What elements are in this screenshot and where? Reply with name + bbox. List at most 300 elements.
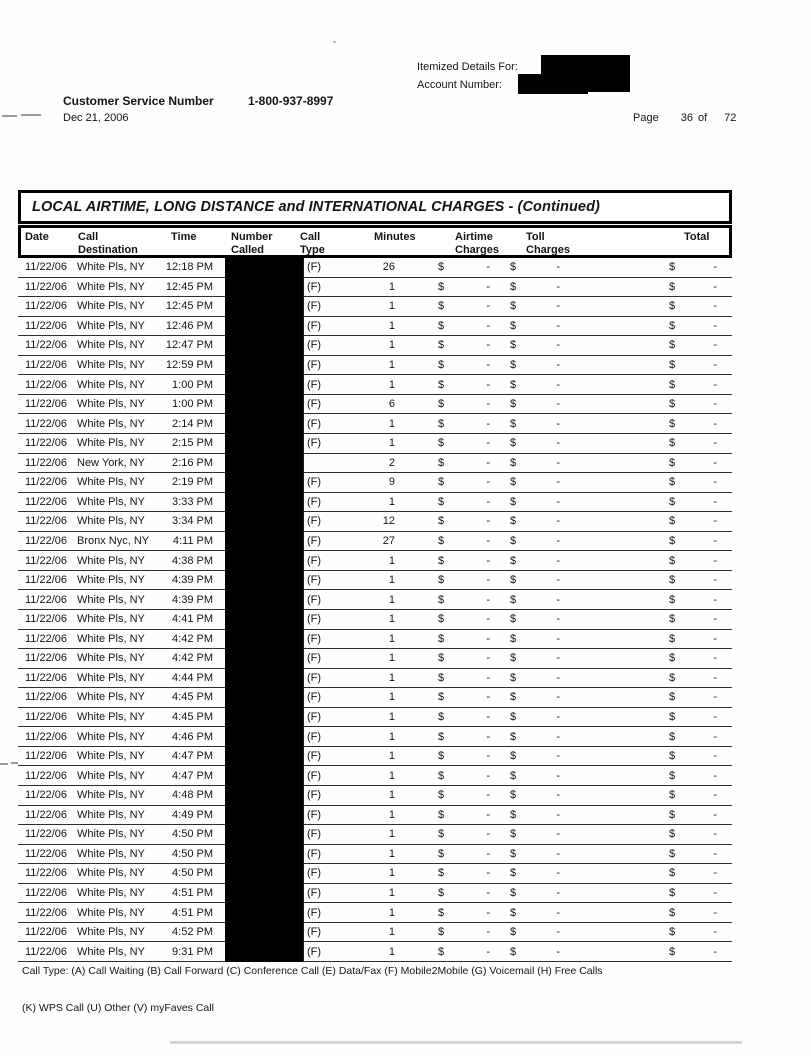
airtime-charge [438,359,490,371]
total-amount: - [713,378,717,391]
currency-symbol: $ [669,495,676,508]
currency-symbol: $ [669,398,676,411]
currency-symbol: $ [438,437,445,450]
call-destination: White Pls, NY [77,613,145,626]
toll-charge [510,476,560,488]
currency-symbol: $ [438,574,445,587]
call-time: 4:51 PM [172,906,213,919]
currency-symbol: $ [510,261,517,274]
airtime-amount: - [486,593,490,606]
toll-amount: - [556,613,560,626]
table-row [18,532,732,552]
call-destination: White Pls, NY [77,417,145,430]
currency-symbol: $ [438,828,445,841]
call-date: 11/22/06 [25,261,68,274]
airtime-charge [438,437,490,449]
currency-symbol: $ [669,574,676,587]
table-row [18,669,732,689]
call-type: (F) [303,434,340,453]
total-charge [669,476,717,488]
call-type: (F) [303,473,340,492]
call-minutes: 1 [388,495,395,508]
currency-symbol: $ [510,769,517,782]
currency-symbol: $ [510,515,517,528]
airtime-charge [438,887,490,899]
total-amount: - [713,535,717,548]
call-type: (F) [303,766,340,785]
call-time: 4:44 PM [172,671,213,684]
total-charge [669,359,717,371]
currency-symbol: $ [510,437,517,450]
call-date: 11/22/06 [25,808,68,821]
currency-symbol: $ [438,691,445,704]
airtime-amount: - [486,847,490,860]
customer-service-label: Customer Service Number [63,94,214,108]
total-charge [669,594,717,606]
call-destination: White Pls, NY [77,691,145,704]
call-minutes: 1 [388,671,395,684]
airtime-amount: - [486,867,490,880]
currency-symbol: $ [669,750,676,763]
currency-symbol: $ [510,828,517,841]
toll-amount: - [556,339,560,352]
total-charge [669,496,717,508]
table-row [18,551,732,571]
toll-amount: - [556,417,560,430]
total-charge [669,711,717,723]
column-header-airtime-charges: Airtime Charges [455,231,500,256]
call-date: 11/22/06 [25,887,68,900]
toll-charge [510,613,560,625]
currency-symbol: $ [669,417,676,430]
toll-charge [510,907,560,919]
call-type: (F) [303,551,340,570]
currency-symbol: $ [510,476,517,489]
table-row [18,884,732,904]
call-minutes: 1 [388,300,395,313]
airtime-charge [438,731,490,743]
currency-symbol: $ [438,887,445,900]
call-minutes: 1 [388,789,395,802]
airtime-amount: - [486,476,490,489]
call-minutes: 1 [388,613,395,626]
airtime-charge [438,320,490,332]
total-charge [669,437,717,449]
call-time: 2:19 PM [172,476,213,489]
call-type: (F) [303,923,340,942]
total-amount: - [713,808,717,821]
toll-amount: - [556,554,560,567]
total-amount: - [713,456,717,469]
table-row [18,825,732,845]
toll-amount: - [556,632,560,645]
call-minutes: 1 [388,280,395,293]
toll-charge [510,437,560,449]
call-time: 2:16 PM [172,456,213,469]
total-charge [669,320,717,332]
call-destination: White Pls, NY [77,554,145,567]
toll-charge [510,652,560,664]
total-amount: - [713,945,717,958]
currency-symbol: $ [669,906,676,919]
currency-symbol: $ [510,632,517,645]
total-amount: - [713,515,717,528]
currency-symbol: $ [438,554,445,567]
column-header-call-destination: Call Destination [78,231,138,256]
airtime-charge [438,300,490,312]
call-destination: White Pls, NY [77,593,145,606]
call-time: 4:39 PM [172,593,213,606]
toll-amount: - [556,945,560,958]
airtime-charge [438,476,490,488]
call-date: 11/22/06 [25,926,68,939]
toll-amount: - [556,456,560,469]
identity-block [417,58,518,94]
call-type: (F) [303,727,340,746]
toll-amount: - [556,300,560,313]
currency-symbol: $ [669,652,676,665]
table-title: LOCAL AIRTIME, LONG DISTANCE and INTERNATIONAL CHARGES - (Continued) [32,199,600,215]
page-of-label: of [697,112,708,124]
airtime-amount: - [486,808,490,821]
currency-symbol: $ [438,730,445,743]
currency-symbol: $ [669,456,676,469]
call-date: 11/22/06 [25,711,68,724]
call-destination: White Pls, NY [77,398,145,411]
currency-symbol: $ [438,711,445,724]
airtime-amount: - [486,750,490,763]
toll-amount: - [556,867,560,880]
call-type: (F) [303,864,340,883]
airtime-charge [438,633,490,645]
call-minutes: 26 [382,261,395,274]
call-destination: White Pls, NY [77,671,145,684]
currency-symbol: $ [669,300,676,313]
currency-symbol: $ [510,730,517,743]
call-time: 4:50 PM [172,828,213,841]
currency-symbol: $ [438,456,445,469]
total-amount: - [713,828,717,841]
call-type [303,454,340,473]
currency-symbol: $ [510,789,517,802]
total-amount: - [713,437,717,450]
customer-service-number: 1-800-937-8997 [248,94,334,108]
currency-symbol: $ [669,476,676,489]
currency-symbol: $ [669,887,676,900]
toll-amount: - [556,261,560,274]
call-destination: White Pls, NY [77,476,145,489]
toll-amount: - [556,750,560,763]
total-amount: - [713,906,717,919]
table-row [18,375,732,395]
call-time: 4:39 PM [172,574,213,587]
call-type: (F) [303,375,340,394]
call-time: 2:14 PM [172,417,213,430]
toll-charge [510,809,560,821]
call-minutes: 1 [388,906,395,919]
call-type: (F) [303,708,340,727]
column-header-total: Total [684,231,710,243]
call-destination: New York, NY [77,456,145,469]
call-destination: White Pls, NY [77,280,145,293]
call-type: (F) [303,845,340,864]
airtime-charge [438,809,490,821]
airtime-amount: - [486,261,490,274]
call-date: 11/22/06 [25,945,68,958]
currency-symbol: $ [438,319,445,332]
call-type: (F) [303,297,340,316]
toll-amount: - [556,437,560,450]
currency-symbol: $ [510,750,517,763]
call-time: 4:42 PM [172,632,213,645]
call-date: 11/22/06 [25,495,68,508]
toll-charge [510,281,560,293]
table-row [18,336,732,356]
airtime-charge [438,457,490,469]
airtime-charge [438,594,490,606]
call-minutes: 9 [388,476,395,489]
table-title-box [18,190,732,224]
call-type: (F) [303,903,340,922]
call-type: (F) [303,649,340,668]
toll-charge [510,750,560,762]
toll-charge [510,339,560,351]
statement-date: Dec 21, 2006 [63,112,129,124]
toll-charge [510,770,560,782]
call-date: 11/22/06 [25,769,68,782]
call-type: (F) [303,532,340,551]
call-destination: White Pls, NY [77,808,145,821]
call-minutes: 1 [388,847,395,860]
currency-symbol: $ [438,359,445,372]
call-type: (F) [303,806,340,825]
airtime-charge [438,691,490,703]
toll-amount: - [556,495,560,508]
call-destination: White Pls, NY [77,906,145,919]
toll-amount: - [556,593,560,606]
table-row [18,356,732,376]
call-type: (F) [303,590,340,609]
currency-symbol: $ [669,535,676,548]
toll-amount: - [556,378,560,391]
toll-charge [510,926,560,938]
call-minutes: 1 [388,867,395,880]
toll-charge [510,320,560,332]
table-row [18,727,732,747]
airtime-charge [438,770,490,782]
call-date: 11/22/06 [25,456,68,469]
total-amount: - [713,711,717,724]
currency-symbol: $ [438,495,445,508]
call-destination: White Pls, NY [77,926,145,939]
account-number-label: Account Number: [417,79,502,91]
toll-charge [510,398,560,410]
currency-symbol: $ [438,808,445,821]
call-destination: White Pls, NY [77,515,145,528]
airtime-amount: - [486,398,490,411]
toll-charge [510,633,560,645]
currency-symbol: $ [510,574,517,587]
currency-symbol: $ [510,887,517,900]
currency-symbol: $ [438,515,445,528]
table-row [18,317,732,337]
airtime-charge [438,339,490,351]
total-amount: - [713,671,717,684]
airtime-amount: - [486,535,490,548]
call-destination: White Pls, NY [77,769,145,782]
airtime-amount: - [486,456,490,469]
toll-amount: - [556,906,560,919]
total-charge [669,555,717,567]
call-minutes: 1 [388,417,395,430]
total-amount: - [713,887,717,900]
table-body [18,258,732,962]
call-type: (F) [303,825,340,844]
total-amount: - [713,652,717,665]
airtime-amount: - [486,339,490,352]
airtime-charge [438,261,490,273]
call-minutes: 1 [388,769,395,782]
total-amount: - [713,867,717,880]
call-time: 3:33 PM [172,495,213,508]
total-amount: - [713,730,717,743]
total-amount: - [713,750,717,763]
total-charge [669,946,717,958]
table-row [18,297,732,317]
toll-charge [510,574,560,586]
airtime-amount: - [486,515,490,528]
call-date: 11/22/06 [25,750,68,763]
currency-symbol: $ [510,691,517,704]
call-time: 4:38 PM [172,554,213,567]
toll-charge [510,300,560,312]
call-time: 12:46 PM [165,319,213,332]
call-minutes: 1 [388,808,395,821]
call-destination: White Pls, NY [77,378,145,391]
call-date: 11/22/06 [25,359,68,372]
airtime-charge [438,613,490,625]
call-time: 4:41 PM [172,613,213,626]
airtime-amount: - [486,906,490,919]
call-minutes: 12 [382,515,395,528]
table-row [18,473,732,493]
toll-amount: - [556,515,560,528]
total-amount: - [713,417,717,430]
total-amount: - [713,691,717,704]
toll-charge [510,731,560,743]
call-minutes: 1 [388,652,395,665]
call-type: (F) [303,493,340,512]
airtime-amount: - [486,554,490,567]
currency-symbol: $ [510,319,517,332]
toll-amount: - [556,711,560,724]
call-type: (F) [303,258,340,277]
call-date: 11/22/06 [25,789,68,802]
call-destination: White Pls, NY [77,867,145,880]
call-date: 11/22/06 [25,652,68,665]
toll-charge [510,555,560,567]
currency-symbol: $ [669,828,676,841]
airtime-charge [438,398,490,410]
table-row [18,903,732,923]
toll-charge [510,848,560,860]
currency-symbol: $ [438,339,445,352]
toll-charge [510,711,560,723]
currency-symbol: $ [510,847,517,860]
call-destination: White Pls, NY [77,574,145,587]
call-date: 11/22/06 [25,613,68,626]
call-minutes: 1 [388,378,395,391]
airtime-amount: - [486,652,490,665]
currency-symbol: $ [510,906,517,919]
call-minutes: 1 [388,828,395,841]
airtime-charge [438,515,490,527]
table-row [18,942,732,962]
total-amount: - [713,926,717,939]
call-minutes: 6 [388,398,395,411]
call-minutes: 1 [388,945,395,958]
call-time: 12:45 PM [165,280,213,293]
call-time: 4:48 PM [172,789,213,802]
call-time: 9:31 PM [172,945,213,958]
total-charge [669,770,717,782]
currency-symbol: $ [438,632,445,645]
currency-symbol: $ [510,300,517,313]
total-charge [669,691,717,703]
total-amount: - [713,339,717,352]
table-row [18,708,732,728]
total-charge [669,848,717,860]
total-amount: - [713,554,717,567]
airtime-charge [438,946,490,958]
total-charge [669,867,717,879]
currency-symbol: $ [510,613,517,626]
table-row [18,454,732,474]
currency-symbol: $ [510,456,517,469]
currency-symbol: $ [510,671,517,684]
page-total: 72 [724,112,737,124]
total-charge [669,887,717,899]
total-amount: - [713,789,717,802]
call-time: 2:15 PM [172,437,213,450]
scan-artifact-dash [0,763,8,765]
total-charge [669,672,717,684]
table-row [18,571,732,591]
call-time: 4:51 PM [172,887,213,900]
currency-symbol: $ [438,398,445,411]
call-type: (F) [303,512,340,531]
airtime-amount: - [486,417,490,430]
itemized-details-label: Itemized Details For: [417,61,518,73]
call-time: 4:47 PM [172,769,213,782]
total-amount: - [713,300,717,313]
scan-artifact-streak [170,1041,742,1044]
currency-symbol: $ [438,300,445,313]
total-amount: - [713,632,717,645]
call-type-legend-line1: Call Type: (A) Call Waiting (B) Call Forward (C) Conference Call (E) Data/Fax (F) Mobile2Mobile (G) Voicemail (H) Free Calls [22,965,603,977]
toll-charge [510,946,560,958]
airtime-charge [438,418,490,430]
airtime-amount: - [486,300,490,313]
currency-symbol: $ [438,945,445,958]
charges-table [18,190,732,962]
call-time: 4:45 PM [172,691,213,704]
call-destination: White Pls, NY [77,711,145,724]
toll-charge [510,867,560,879]
total-charge [669,398,717,410]
call-time: 4:46 PM [172,730,213,743]
call-destination: White Pls, NY [77,495,145,508]
